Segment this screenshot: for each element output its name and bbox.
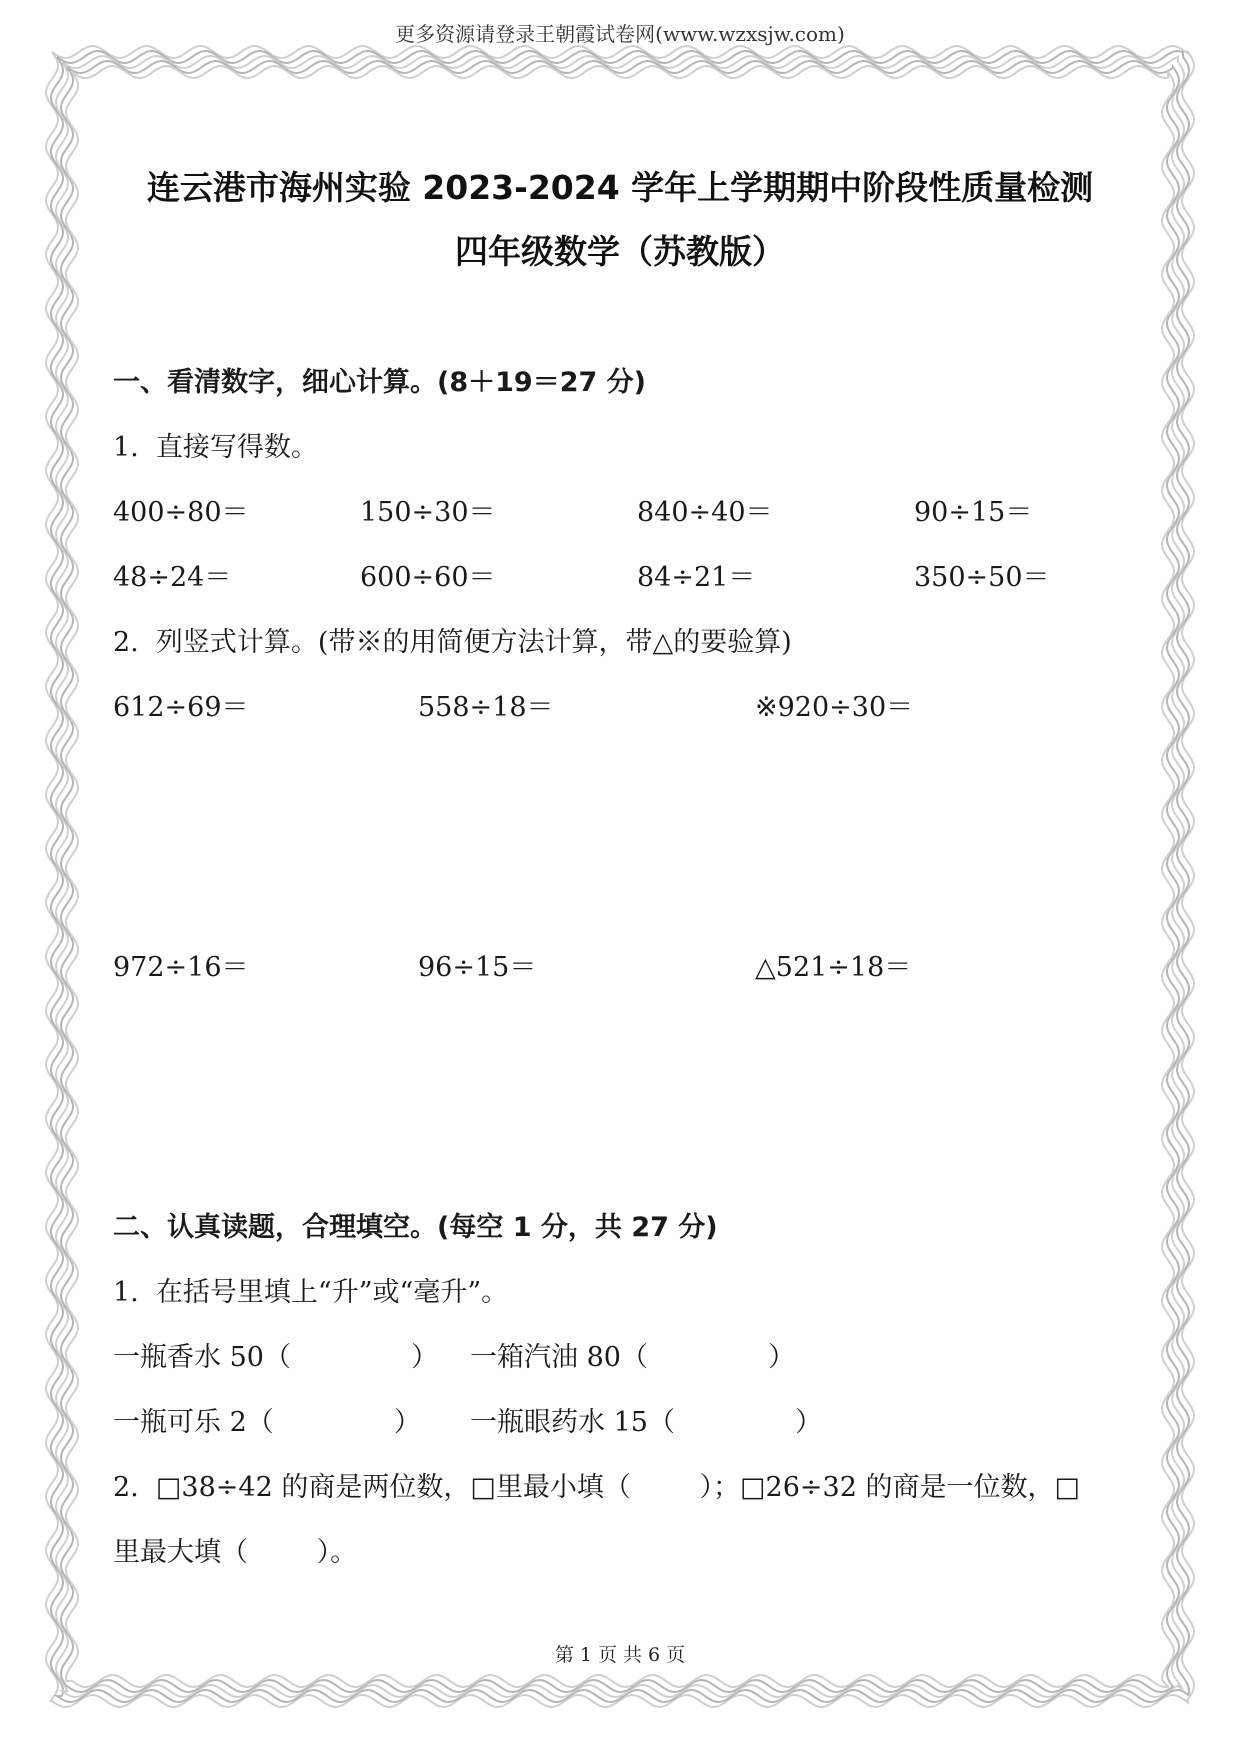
problem-item: 972÷16＝ [113,952,249,983]
problem-item: ※920÷30＝ [755,692,914,723]
question-1-prompt: 1. 直接写得数。 [113,432,318,463]
question-1-prompt: 1. 在括号里填上“升”或“毫升”。 [113,1277,509,1308]
section-2-heading: 二、认真读题，合理填空。(每空 1 分，共 27 分) [113,1212,718,1243]
border-wave-line [66,66,1174,1687]
section-1-heading: 一、看清数字，细心计算。(8＋19＝27 分) [113,367,647,398]
fill-blank-item: 一瓶香水 50（ ） [113,1342,439,1373]
problem-item: 84÷21＝ [637,562,756,593]
page-title: 连云港市海州实验 2023-2024 学年上学期期中阶段性质量检测 [146,168,1094,207]
problem-item: 612÷69＝ [113,692,249,723]
page-footer: 第 1 页 共 6 页 [554,1644,686,1666]
problem-item: 48÷24＝ [113,562,232,593]
page-subtitle: 四年级数学（苏教版） [455,232,785,271]
problem-item: 350÷50＝ [914,562,1050,593]
problem-item: 150÷30＝ [360,497,496,528]
problem-item: 840÷40＝ [637,497,773,528]
question-2-line: 2. □38÷42 的商是两位数，□里最小填（ ）；□26÷32 的商是一位数，□ [113,1472,1080,1503]
problem-item: △521÷18＝ [755,952,912,983]
fill-blank-item: 一瓶眼药水 15（ ） [470,1407,823,1438]
question-2-line: 里最大填（ ）。 [113,1537,358,1568]
problem-item: 600÷60＝ [360,562,496,593]
header-note: 更多资源请登录王朝霞试卷网(www.wzxsjw.com) [395,22,845,46]
border-wave-line [51,51,1189,1702]
fill-blank-item: 一箱汽油 80（ ） [470,1342,796,1373]
fill-blank-item: 一瓶可乐 2（ ） [113,1407,421,1438]
problem-item: 96÷15＝ [418,952,537,983]
border-wave-line [61,61,1179,1692]
problem-item: 400÷80＝ [113,497,249,528]
problem-item: 90÷15＝ [914,497,1033,528]
border-wave-line [46,46,1194,1707]
border-wave-line [56,56,1184,1697]
problem-item: 558÷18＝ [418,692,554,723]
question-2-prompt: 2. 列竖式计算。(带※的用简便方法计算，带△的要验算) [113,627,792,658]
